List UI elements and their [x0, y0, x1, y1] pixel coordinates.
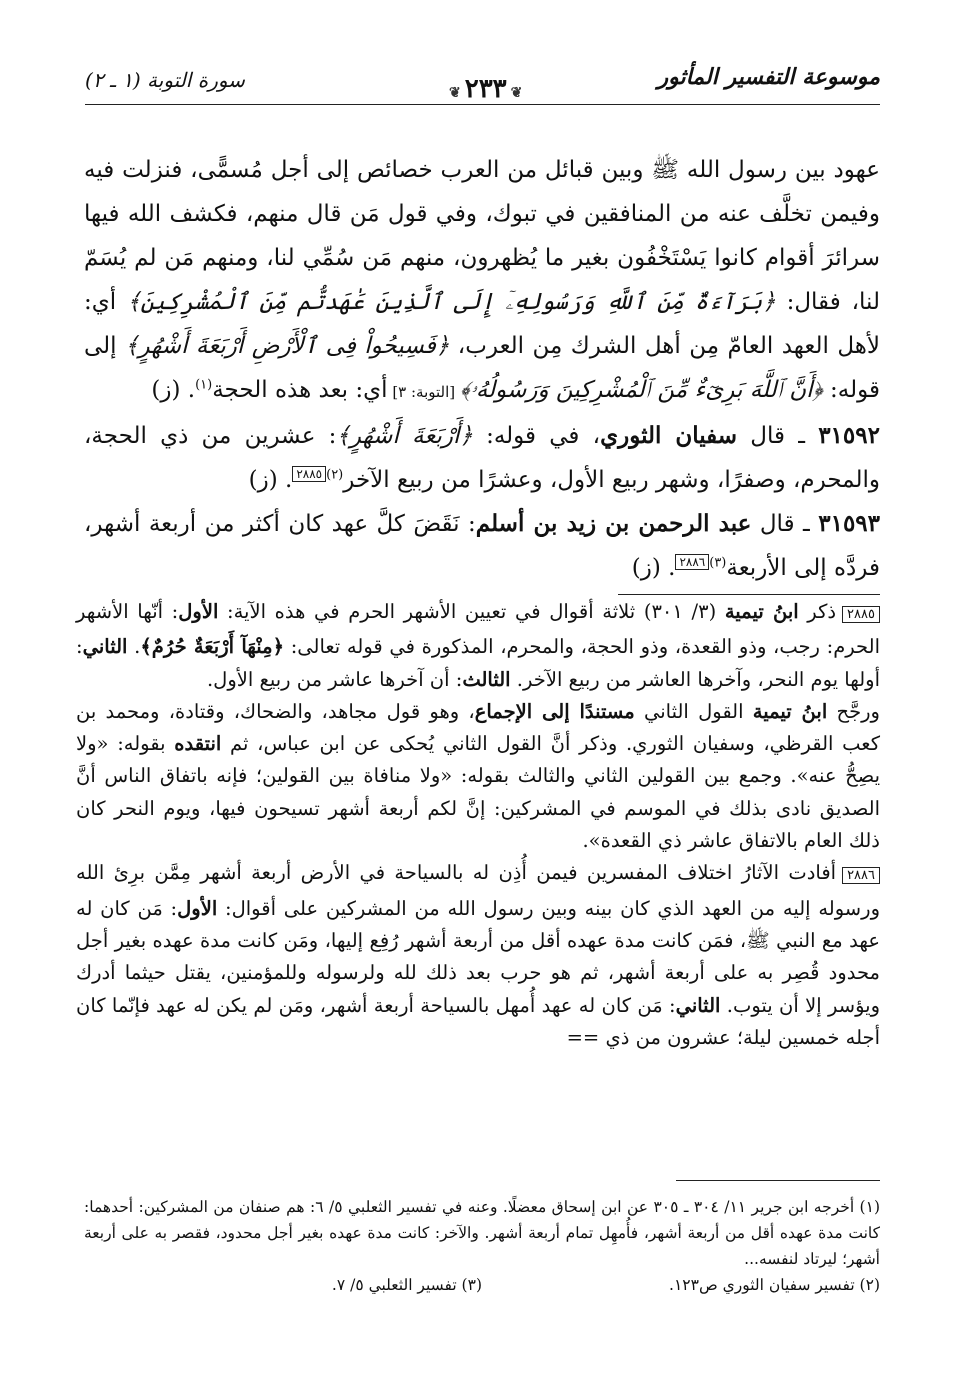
text: ذكر: [798, 600, 837, 623]
text: : مَن كان له عهد مع النبي ﷺ، فمَن كانت مدة عهده أقل من أربعة أشهر رُفِع إليها، ومَن كانت مدة عهده بغير أجل محدود قُصِر به على أربعة أشهر، ثم هو حرب بعد ذلك لله ولرسوله وللمؤمنين، يقتل حيثما أدرك ويؤسر إلا أن يتوب.: [76, 896, 880, 1017]
text: : مَن كان له عهد أُمهل بالسياحة أربعة أشهر، ومَن لم يكن له عهد فإنّما كان أجله خمسين ليلة؛ عشرون من ذي ==: [76, 993, 880, 1049]
page-header: [85, 62, 880, 112]
athar-paragraph-2: [84, 414, 880, 502]
quran-verse: ﴿أَرْبَعَةَ أَشْهُرٍ﴾: [336, 423, 473, 449]
text: أي: بعد هذه الحجة: [212, 377, 388, 403]
narrator-name: عبد الرحمن بن زيد بن أسلم: [475, 510, 752, 537]
quran-verse: ﴿فَسِيحُواْ فِى ٱلْأَرْضِ أَرْبَعَةَ أَشْهُرٍ﴾: [125, 333, 450, 359]
text: أي: لأهل العهد العامّ مِن أهل الشرك مِن العرب،: [84, 289, 880, 359]
text: ورجَّح: [827, 699, 880, 723]
source-code: . (ز): [248, 467, 293, 493]
text: : نَقَضَ كلَّ عهد كان أكثر من أربعة أشهر، فردَّه إلى الأربعة: [84, 511, 880, 581]
text: الثالث: [462, 667, 511, 691]
commentary-ref-box[interactable]: ٢٨٨٥: [292, 466, 326, 482]
page-number-text: ٢٣٣: [464, 74, 507, 104]
narrator-name: سفيان الثوري: [600, 422, 738, 449]
book-title: موسوعة التفسير المأثور: [657, 64, 880, 90]
text: القول الثاني: [634, 699, 753, 723]
commentary-note-2886: [76, 857, 880, 1054]
surah-heading: سورة التوبة (١ ـ ٢): [85, 68, 245, 92]
text: عهود بين رسول الله ﷺ وبين قبائل من العرب خصائص إلى أجل مُسمًّى، فنزلت فيه وفيمن تخلَّف عنه من المنافقين في تبوك، وفي قول مَن قال منهم، فكشف الله فيها سرائرَ أقوام كانوا يَسْتَخْفُون بغير ما يُظهرون، منهم مَن سُمِّي لنا، ومنهم مَن لم يُسَمّ لنا، فقال:: [84, 157, 880, 315]
text: ، وهو قول مجاهد، والضحاك، وقتادة، ومحمد بن كعب القرظي، وسفيان الثوري. وذكر أنَّ القول الثاني يُحكى عن ابن عباس، ثم: [76, 699, 881, 756]
athar-number: ٣١٥٩٢: [818, 422, 880, 449]
text: بقوله: «ولا يصِحُّ عنه». وجمع بين القولين الثاني والثالث بقوله: «ولا منافاة بين القولين؛ فإنه باتفاق الناس أنَّ الصديق نادى بذلك في الموسم في المشركين: إنَّ لكم أربعة أشهر تسيحون فيها، ويوم النحر كان ذلك العام بالاتفاق عاشر ذي القعدة».: [76, 732, 880, 853]
quran-verse: ﴿مِنْهَآ أَرْبَعَةٌ حُرُمٌ﴾: [140, 635, 285, 659]
footnote-2: (٢) تفسير سفيان الثوري ص١٢٣.: [669, 1276, 880, 1294]
text: : عشرين من ذي الحجة، والمحرم، وصفرًا، وشهر ربيع الأول، وعشرًا من ربيع الآخر: [84, 423, 880, 493]
text: الثاني: [82, 635, 128, 659]
ornament-right-icon: ❦: [510, 85, 523, 101]
scholar-name: ابنُ تيمية: [724, 600, 799, 623]
source-code: . (ز): [151, 377, 196, 403]
footnote-ref[interactable]: (١): [195, 377, 213, 393]
source-code: . (ز): [631, 555, 676, 581]
text: ـ قال: [737, 423, 819, 449]
text: الأول: [177, 896, 218, 920]
main-text: [84, 148, 880, 590]
athar-paragraph-3: [84, 502, 880, 590]
quran-verse: ﴿أَنَّ ٱللَّهَ بَرِىٓءٌ مِّنَ ٱلْمُشْرِكِينَ وَرَسُولُهُۥ﴾: [459, 377, 823, 403]
text: (٣/ ٣٠١) ثلاثة أقوال في تعيين الأشهر الحرم في هذه الآية:: [218, 600, 725, 623]
commentary-separator: [618, 594, 880, 595]
text: إلى قوله:: [84, 333, 880, 403]
commentary-note-2885: [76, 596, 880, 696]
commentary-ref-box[interactable]: ٢٨٨٦: [675, 554, 709, 570]
commentary-number-box: ٢٨٨٦: [842, 867, 880, 884]
commentary-note-2885-continued: [76, 696, 880, 857]
footnote-ref[interactable]: (٢): [326, 467, 344, 483]
footnote-ref[interactable]: (٣): [709, 555, 727, 571]
athar-number: ٣١٥٩٣: [818, 510, 881, 537]
header-rule: [85, 104, 880, 105]
quran-verse: ﴿بَرَآءَةٌ مِّنَ ٱللَّهِ وَرَسُولِهِۦٓ إِلَى ٱلَّذِينَ عَٰهَدتُّم مِّنَ ٱلْمُشْرِكِينَ﴾: [127, 289, 776, 315]
text: ـ قال: [751, 511, 819, 537]
footnotes: [84, 1194, 880, 1298]
footnote-3: (٣) تفسير الثعلبي ٥/ ٧.: [331, 1276, 482, 1294]
text: : أولها يوم النحر، وآخرها العاشر من ربيع الآخر.: [76, 635, 880, 691]
text: انتقده: [174, 732, 222, 756]
text: ، في قوله:: [472, 423, 601, 449]
commentary-number-box: ٢٨٨٥: [842, 606, 880, 623]
commentary-notes: [76, 596, 880, 1054]
footnote-separator: [676, 1180, 880, 1181]
footnote-row: [84, 1272, 880, 1298]
text: مستندًا إلى الإجماع: [474, 699, 635, 723]
page-number: [445, 74, 526, 104]
text: الثاني: [675, 993, 721, 1017]
ornament-left-icon: ❦: [449, 85, 461, 101]
scholar-name: ابنُ تيمية: [752, 699, 828, 723]
text: : أن آخرها عاشر من ربيع الأول.: [206, 667, 463, 691]
ayah-reference: [التوبة: ٣]: [387, 383, 460, 401]
footnote-1: (١) أخرجه ابن جرير ١١/ ٣٠٤ ـ ٣٠٥ عن ابن إسحاق معضلًا. وعنه في تفسير الثعلبي ٥/ ٦: هم صنفان من المشركين: أحدهما: كانت مدة عهده أقل من أربعة أشهر، فأُمهِل تمام أربعة أشهر. والآخر: كانت مدة عهده بغير أجل محدود، فقصر به على أربعة أشهر؛ ليرتاد لنفسه...: [84, 1198, 880, 1268]
text: : أنّها الأشهر الحرم: رجب، وذو القعدة، وذو الحجة، والمحرم، المذكورة في قوله تعالى:: [76, 600, 880, 659]
athar-paragraph-1: [84, 148, 880, 414]
text: أفادت الآثارُ اختلاف المفسرين فيمن أُذِن له بالسياحة في الأرض أربعة أشهر مِمَّن برِئ الله ورسوله إليه من العهد الذي كان بينه وبين رسول الله من المشركين على أقوال:: [76, 861, 880, 920]
text: الأول: [178, 600, 219, 623]
text: .: [127, 635, 141, 659]
